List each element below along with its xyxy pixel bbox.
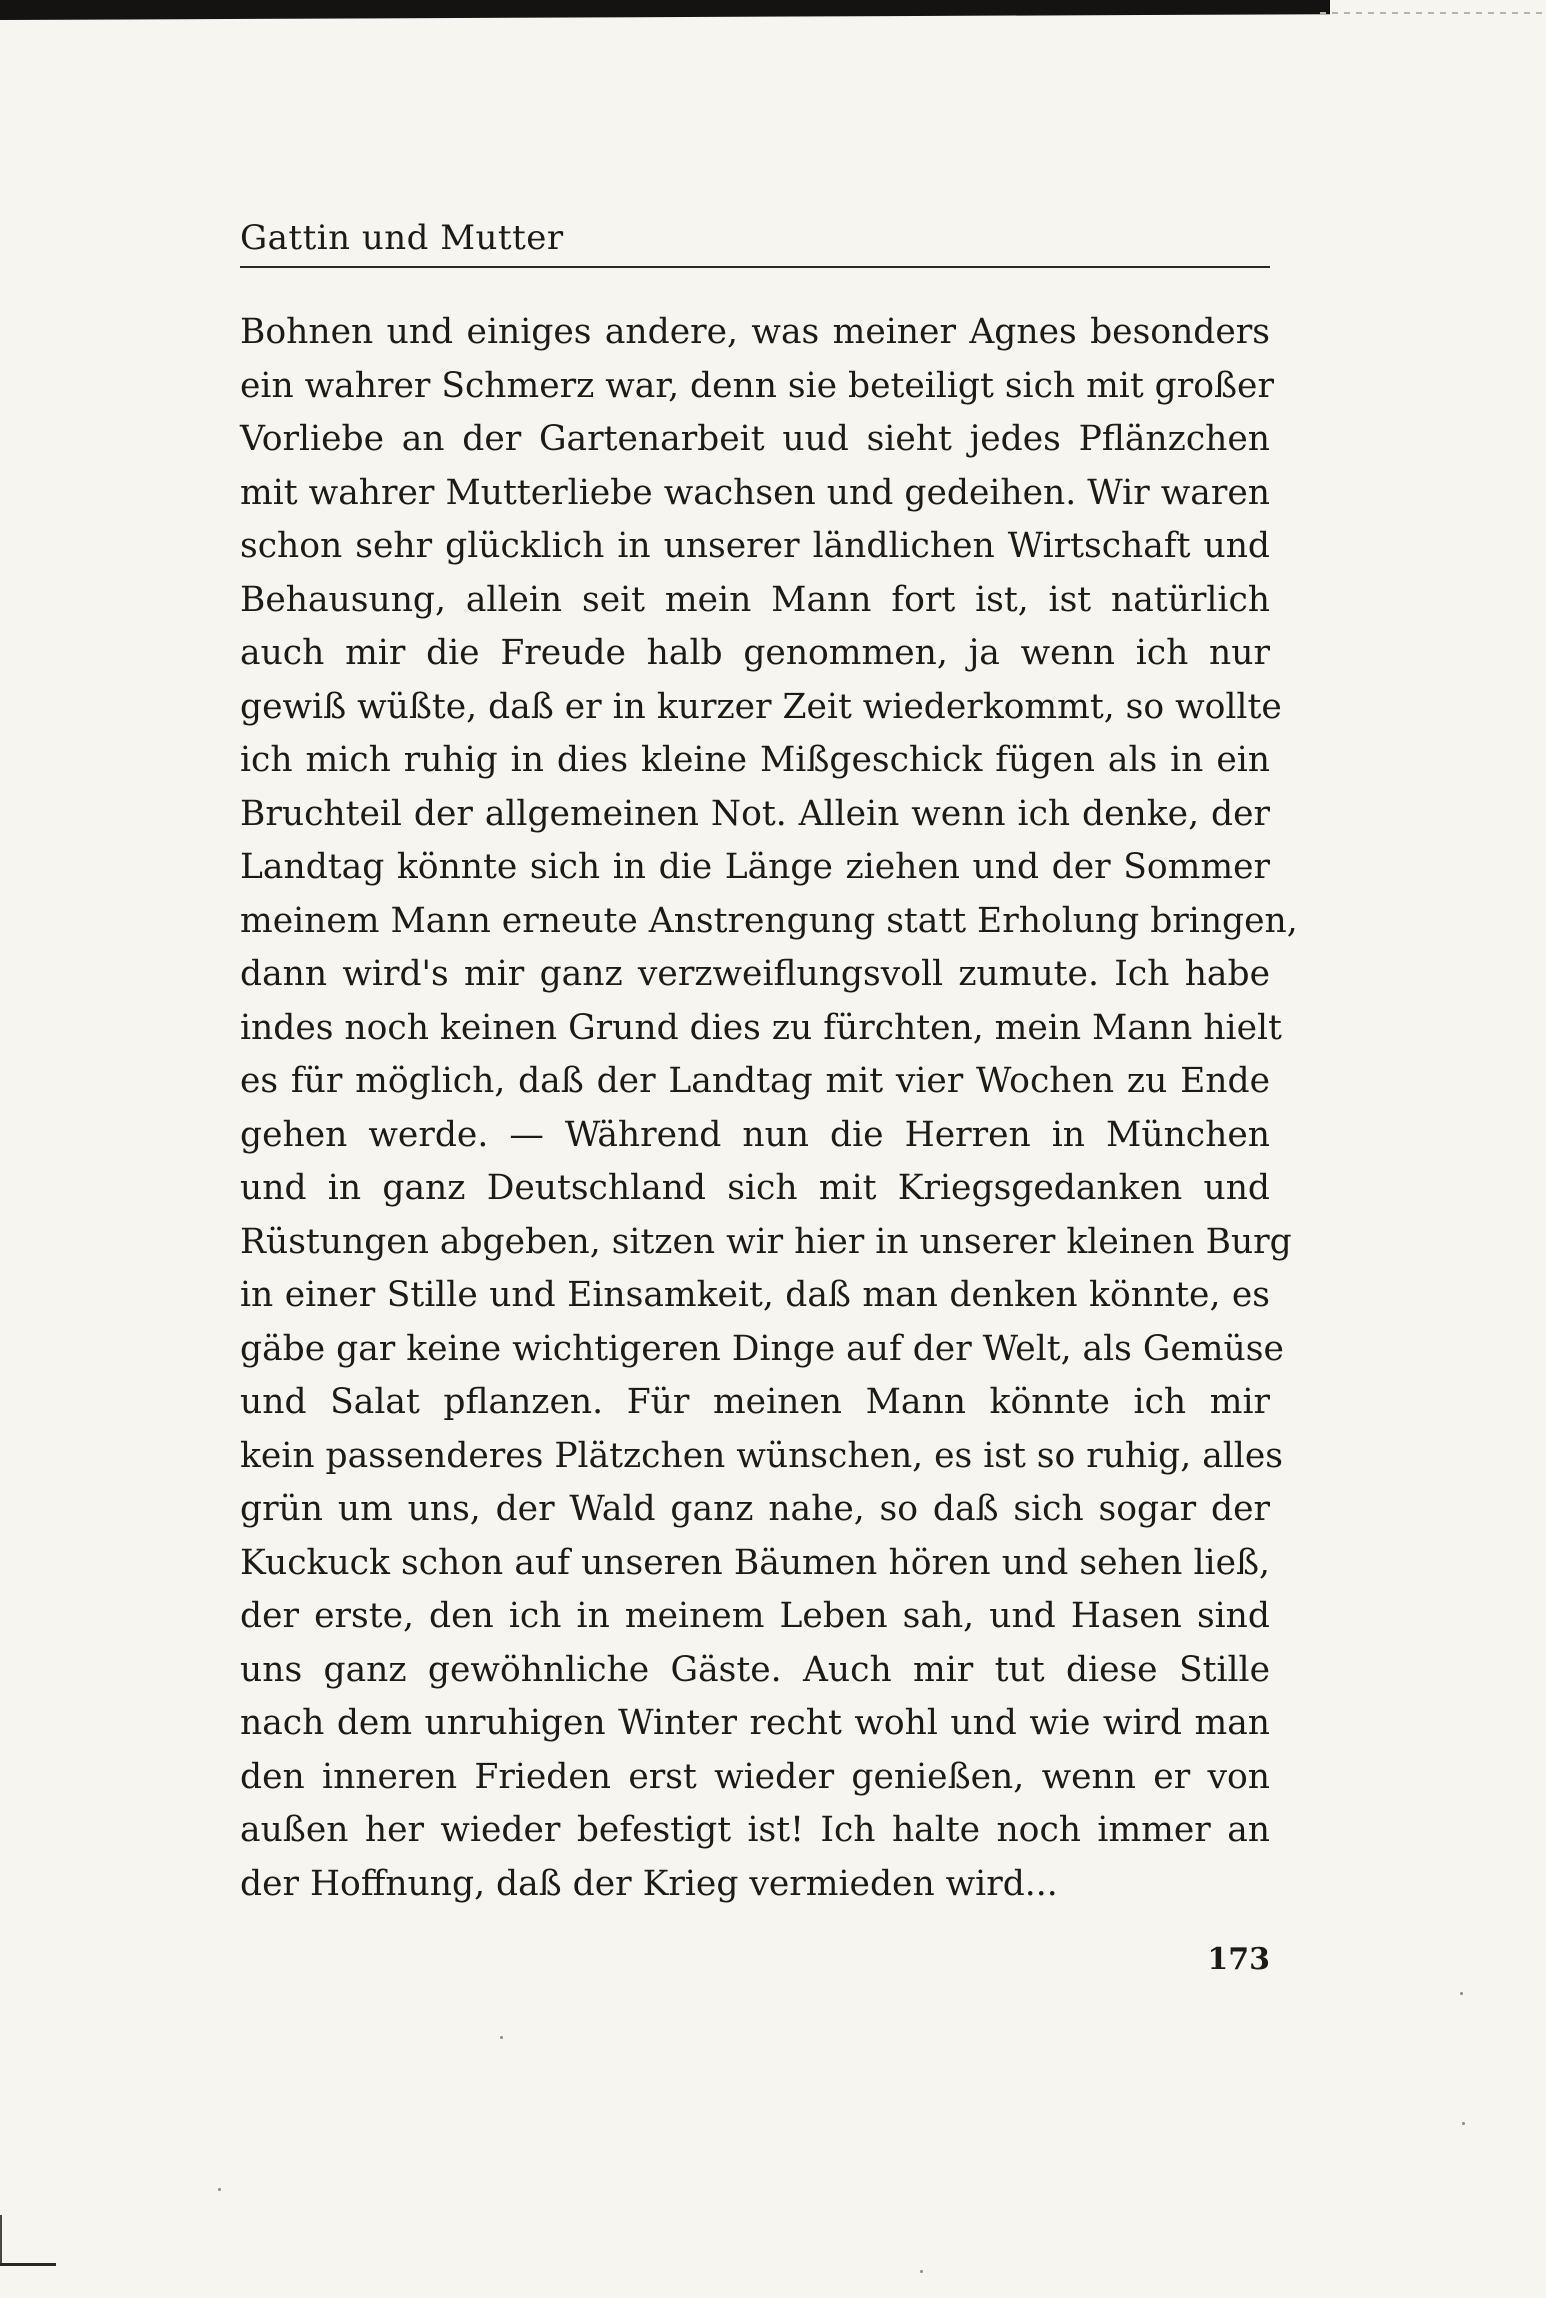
text-line: indes noch keinen Grund dies zu fürchten, mein Mann hielt (240, 1007, 1282, 1048)
text-line: gewiß wüßte, daß er in kurzer Zeit wiederkommt, so wollte (240, 686, 1282, 727)
text-line: es für möglich, daß der Landtag mit vier Wochen zu Ende (240, 1061, 1270, 1101)
paper-speck (1460, 1992, 1463, 1995)
text-line: und Salat pflanzen. Für meinen Mann könnte ich mir (240, 1382, 1270, 1422)
text-line: kein passenderes Plätzchen wünschen, es ist so ruhig, alles (240, 1435, 1283, 1476)
text-line: Bohnen und einiges andere, was meiner Agnes besonders (240, 312, 1270, 352)
paper-speck (1462, 2122, 1465, 2125)
running-header-title: Gattin und Mutter (240, 218, 564, 258)
text-line: Vorliebe an der Gartenarbeit uud sieht jedes Pflänzchen (240, 419, 1270, 459)
scan-corner-line (0, 2263, 56, 2266)
paper-speck (218, 2188, 221, 2191)
text-line: Bruchteil der allgemeinen Not. Allein wenn ich denke, der (240, 793, 1270, 834)
text-line: nach dem unruhigen Winter recht wohl und wie wird man (240, 1703, 1270, 1743)
scan-top-edge (0, 0, 1546, 32)
text-line: außen her wieder befestigt ist! Ich halte noch immer an (240, 1810, 1270, 1850)
text-line: den inneren Frieden erst wieder genießen, wenn er von (240, 1756, 1270, 1797)
scan-corner-mark (0, 2215, 2, 2263)
text-line: Landtag könnte sich in die Länge ziehen und der Sommer (240, 847, 1270, 887)
text-line: schon sehr glücklich in unserer ländlichen Wirtschaft und (240, 526, 1270, 566)
scan-edge-shadow (0, 0, 1330, 20)
text-line: der erste, den ich in meinem Leben sah, und Hasen sind (240, 1596, 1270, 1636)
text-line: Rüstungen abgeben, sitzen wir hier in unserer kleinen Burg (240, 1221, 1292, 1262)
text-line: ein wahrer Schmerz war, denn sie beteiligt sich mit großer (240, 365, 1274, 406)
text-line: grün um uns, der Wald ganz nahe, so daß sich sogar der (240, 1489, 1270, 1529)
body-text (240, 306, 1298, 1911)
text-line: mit wahrer Mutterliebe wachsen und gedeihen. Wir waren (240, 472, 1270, 513)
page-number: 173 (1207, 1942, 1270, 1977)
paper-speck (920, 2270, 923, 2273)
paper-speck (500, 2036, 503, 2039)
text-line: Behausung, allein seit mein Mann fort ist, ist natürlich (240, 579, 1270, 620)
text-line: der Hoffnung, daß der Krieg vermieden wird... (240, 1863, 1058, 1904)
text-line: meinem Mann erneute Anstrengung statt Erholung bringen, (240, 900, 1298, 941)
text-line: in einer Stille und Einsamkeit, daß man denken könnte, es (240, 1275, 1270, 1315)
text-line: gehen werde. — Während nun die Herren in München (240, 1114, 1270, 1155)
text-line: auch mir die Freude halb genommen, ja wenn ich nur (240, 633, 1270, 673)
text-line: dann wird's mir ganz verzweiflungsvoll zumute. Ich habe (240, 954, 1270, 994)
running-header (240, 218, 1270, 268)
text-line: ich mich ruhig in dies kleine Mißgeschick fügen als in ein (240, 740, 1270, 780)
text-line: uns ganz gewöhnliche Gäste. Auch mir tut diese Stille (240, 1649, 1270, 1690)
text-line: Kuckuck schon auf unseren Bäumen hören und sehen ließ, (240, 1542, 1270, 1583)
text-line: und in ganz Deutschland sich mit Kriegsgedanken und (240, 1168, 1270, 1208)
text-line: gäbe gar keine wichtigeren Dinge auf der Welt, als Gemüse (240, 1328, 1284, 1369)
scan-edge-dashes (1320, 12, 1546, 14)
